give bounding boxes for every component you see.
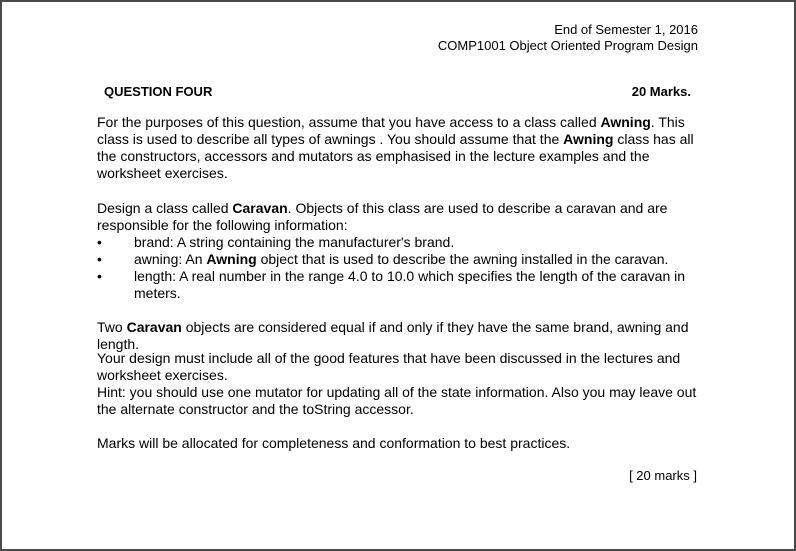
bullet-icon: • xyxy=(97,251,102,267)
equality-text-2: objects are considered equal if and only if they have the same brand, awning and length. xyxy=(97,319,689,352)
total-marks: [ 20 marks ] xyxy=(629,468,697,483)
design-features-paragraph: Your design must include all of the good features that have been discussed in the lectures and worksheet exercises. xyxy=(97,350,681,383)
list-item xyxy=(97,251,707,268)
intro-text-3: class has all the constructors, accessors and mutators as emphasised in the lecture examples and the worksheet exercises. xyxy=(97,131,694,181)
awning-text-1: awning: An xyxy=(134,251,207,267)
brand-attribute: brand: A string containing the manufacturer's brand. xyxy=(134,234,455,250)
exam-header xyxy=(438,22,698,54)
bullet-icon: • xyxy=(97,268,102,284)
design-text-2: . Objects of this class are used to describe a caravan and are responsible for the following information: xyxy=(97,200,668,233)
list-item xyxy=(97,234,707,251)
equality-text-1: Two xyxy=(97,319,127,335)
intro-paragraph xyxy=(97,114,707,182)
bullet-icon: • xyxy=(97,234,102,250)
intro-bold-2: Awning xyxy=(563,131,614,147)
intro-bold-1: Awning xyxy=(600,114,651,130)
equality-bold-1: Caravan xyxy=(126,319,182,335)
attribute-list xyxy=(97,234,707,302)
length-attribute: length: A real number in the range 4.0 to 10.0 which specifies the length of the caravan in meters. xyxy=(134,268,686,301)
hint-paragraph: Hint: you should use one mutator for updating all of the state information. Also you may leave out the alternate constructor and the toString accessor. xyxy=(97,384,697,417)
design-paragraph xyxy=(97,200,707,234)
design-bold-1: Caravan xyxy=(232,200,288,216)
marks-allocation-paragraph: Marks will be allocated for completeness and conformation to best practices. xyxy=(97,435,571,451)
intro-text-2: . This class is used to describe all types of awnings . You should assume that the xyxy=(97,114,685,147)
list-item xyxy=(97,268,707,302)
design-text-1: Design a class called xyxy=(97,200,233,216)
question-title: QUESTION FOUR xyxy=(104,84,213,99)
course-title: COMP1001 Object Oriented Program Design xyxy=(437,38,698,53)
awning-attribute xyxy=(134,251,707,268)
equality-paragraph xyxy=(97,319,707,353)
awning-text-2: object that is used to describe the awning installed in the caravan. xyxy=(256,251,669,267)
intro-text-1: For the purposes of this question, assume that you have access to a class called xyxy=(97,114,601,130)
exam-period: End of Semester 1, 2016 xyxy=(554,22,698,37)
question-marks: 20 Marks. xyxy=(631,84,691,99)
awning-bold: Awning xyxy=(206,251,257,267)
